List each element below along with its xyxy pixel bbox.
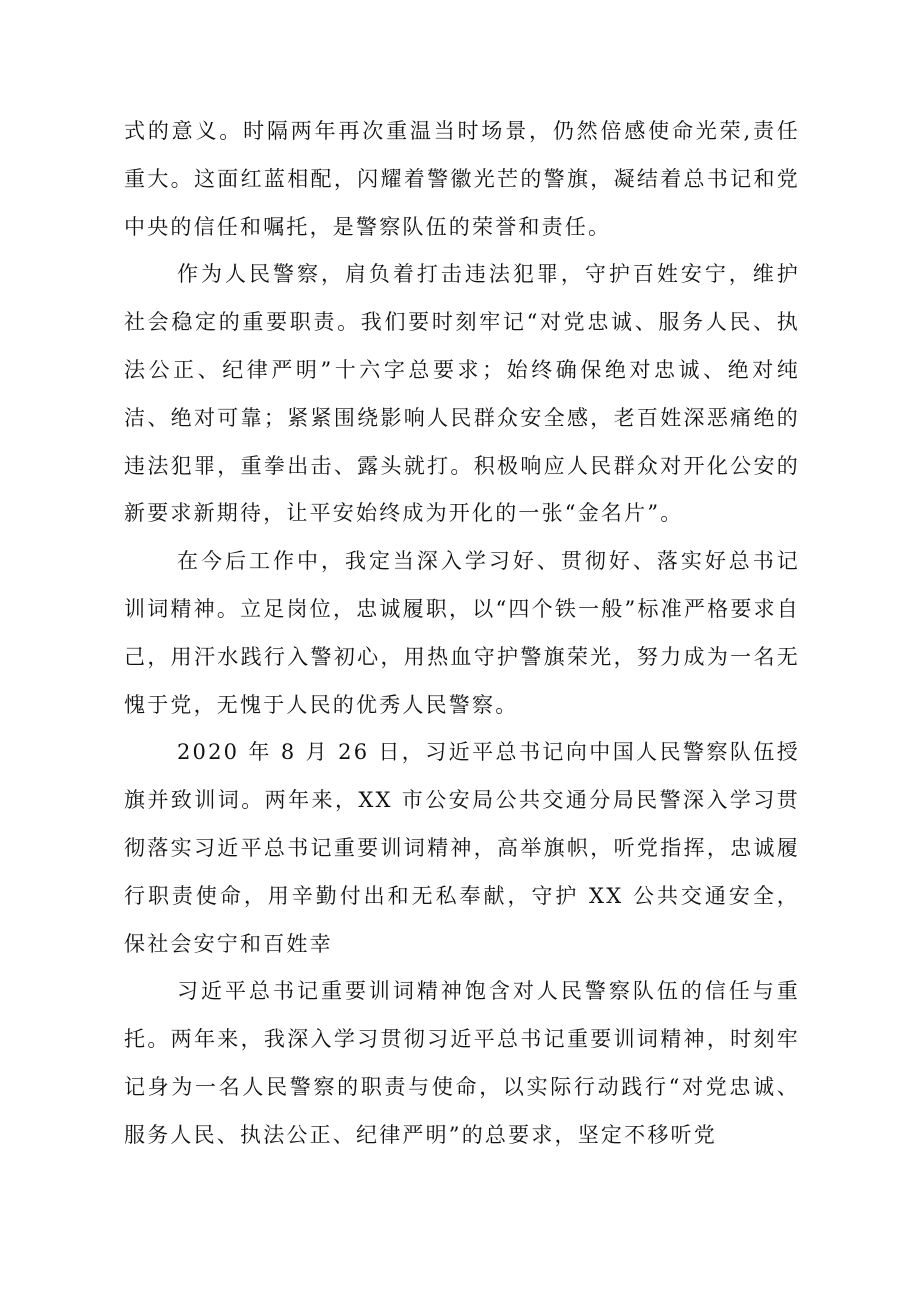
document-body [124, 108, 800, 1160]
paragraph-police-duties: 作为人民警察，肩负着打击违法犯罪，守护百姓安宁，维护社会稳定的重要职责。我们要时刻牢记“对党忠诚、服务人民、执法公正、纪律严明”十六字总要求；始终确保绝对忠诚、绝对纯洁、绝对可靠；紧紧围绕影响人民群众安全感，老百姓深恶痛绝的违法犯罪，重拳出击、露头就打。积极响应人民群众对开化公安的新要求新期待，让平安始终成为开化的一张“金名片”。 [124, 262, 800, 526]
paragraph-future-work: 在今后工作中，我定当深入学习好、贯彻好、落实好总书记训词精神。立足岗位，忠诚履职，以“四个铁一般”标准严格要求自己，用汗水践行入警初心，用热血守护警旗荣光，努力成为一名无愧于党，无愧于人民的优秀人民警察。 [124, 549, 800, 717]
paragraph-instruction-spirit: 习近平总书记重要训词精神饱含对人民警察队伍的信任与重托。两年来，我深入学习贯彻习近平总书记重要训词精神，时刻牢记身为一名人民警察的职责与使命，以实际行动践行“对党忠诚、服务人民、执法公正、纪律严明”的总要求，坚定不移听党 [124, 979, 800, 1147]
paragraph-continuation: 式的意义。时隔两年再次重温当时场景，仍然倍感使命光荣,责任重大。这面红蓝相配，闪耀着警徽光芒的警旗，凝结着总书记和党中央的信任和嘱托，是警察队伍的荣誉和责任。 [124, 119, 800, 239]
paragraph-flag-anniversary: 2020 年 8 月 26 日，习近平总书记向中国人民警察队伍授旗并致训词。两年来，XX 市公安局公共交通分局民警深入学习贯彻落实习近平总书记重要训词精神，高举旗帜，听党指挥，忠诚履行职责使命，用辛勤付出和无私奉献，守护 XX 公共交通安全，保社会安宁和百姓幸 [124, 740, 800, 956]
